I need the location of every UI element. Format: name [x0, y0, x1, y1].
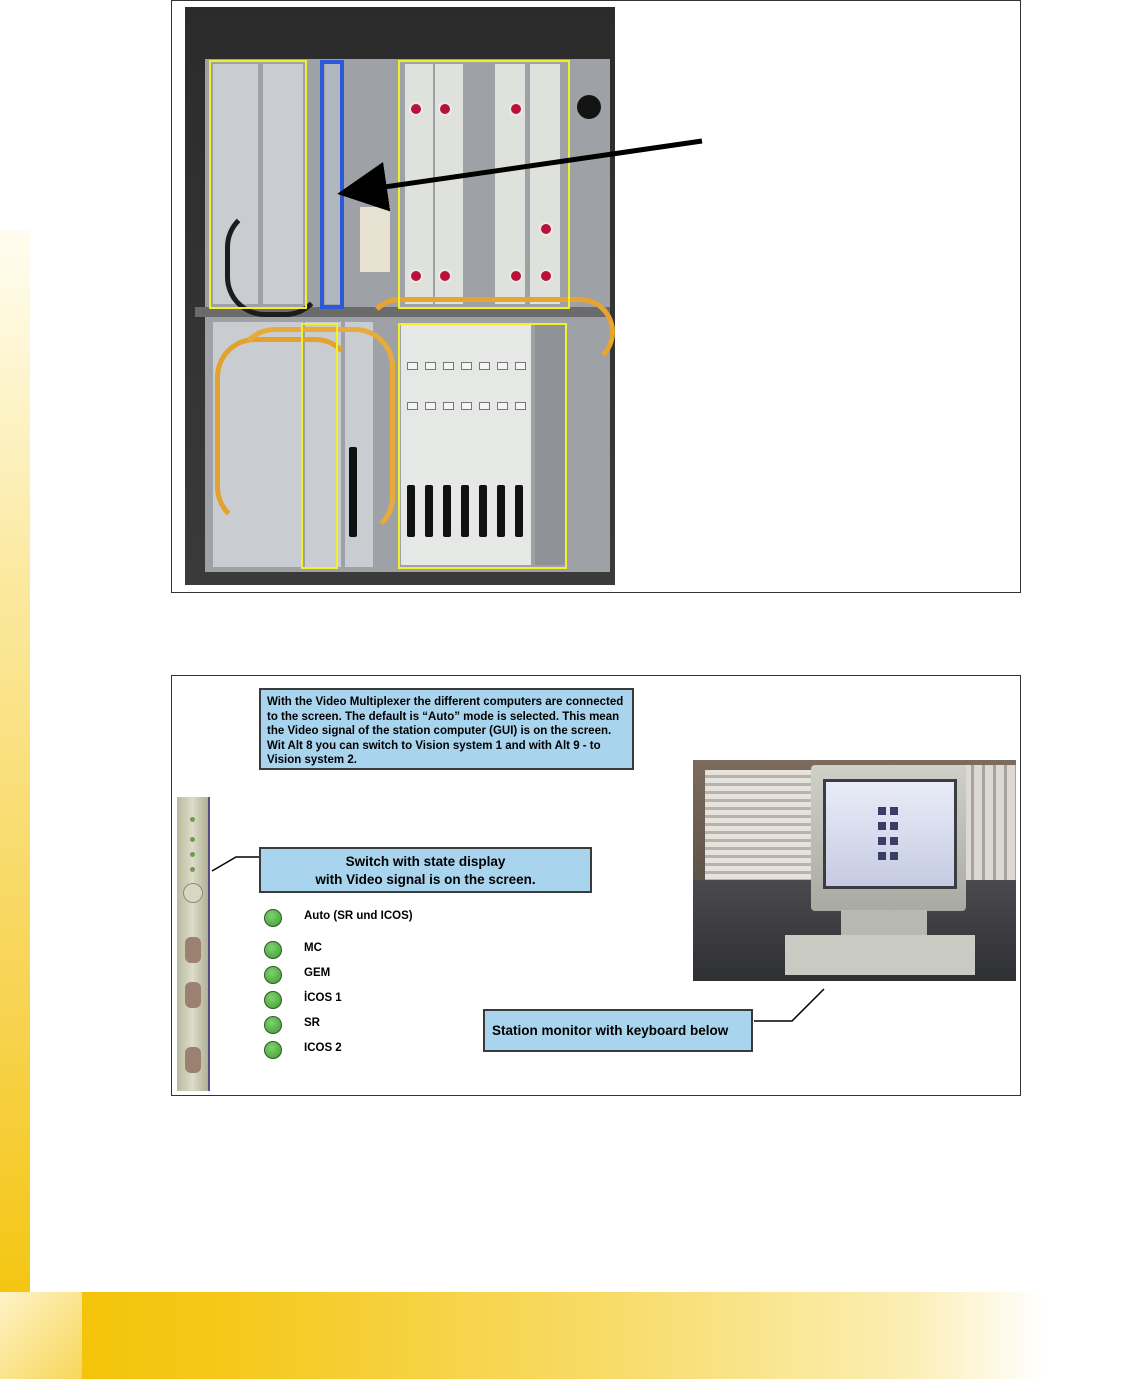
- green-led-icon: [264, 1016, 282, 1034]
- screen-tile: [878, 807, 886, 815]
- multiplexer-description: With the Video Multiplexer the different computers are connected to the screen. The default is “Auto” mode is selected. This mean the Video signal of the station computer (GUI) is on the screen. Wit Alt 8 you can switch to Vision system 1 and with Alt 9 - to Vision system 2.: [259, 688, 634, 770]
- screen-tile: [890, 852, 898, 860]
- side-decor-bar: [0, 230, 30, 1379]
- green-led-icon: [264, 991, 282, 1009]
- screen-tile: [890, 837, 898, 845]
- rack-label-card: [360, 207, 390, 272]
- crt-monitor: [811, 765, 966, 911]
- status-led: [190, 817, 195, 822]
- rack-fan: [577, 95, 601, 119]
- screen-tile: [890, 822, 898, 830]
- green-led-icon: [264, 909, 282, 927]
- green-led-icon: [264, 966, 282, 984]
- keyboard-unit: [785, 935, 975, 975]
- select-knob: [183, 883, 203, 903]
- switch-callout-line2: with Video signal is on the screen.: [315, 872, 536, 887]
- monitor-screen: [823, 779, 957, 889]
- connector-port: [185, 982, 201, 1008]
- monitor-stand: [841, 910, 927, 938]
- screen-tile: [878, 837, 886, 845]
- highlight-box-yellow: [398, 60, 570, 309]
- multiplexer-figure-frame: [171, 675, 1021, 1096]
- status-led: [190, 837, 195, 842]
- highlight-box-blue: [320, 60, 344, 309]
- highlight-box-yellow: [301, 323, 338, 569]
- legend-label: GEM: [304, 967, 331, 979]
- screen-tile: [878, 822, 886, 830]
- window-blinds: [705, 770, 815, 880]
- legend-label: İCOS 1: [304, 992, 342, 1004]
- station-monitor-photo: [693, 760, 1016, 981]
- green-led-icon: [264, 1041, 282, 1059]
- highlight-box-yellow: [209, 60, 307, 309]
- monitor-callout: Station monitor with keyboard below: [483, 1009, 753, 1052]
- legend-label: SR: [304, 1017, 320, 1029]
- legend-label: Auto (SR und ICOS): [304, 910, 413, 922]
- status-led: [190, 852, 195, 857]
- multiplexer-switch-photo: [177, 797, 210, 1091]
- highlight-box-yellow: [398, 323, 567, 569]
- bottom-decor-bar: [0, 1292, 1136, 1379]
- switch-callout-line1: Switch with state display: [345, 854, 506, 869]
- switch-callout: [259, 847, 592, 893]
- connector-port: [185, 1047, 201, 1073]
- status-led: [190, 867, 195, 872]
- rack-photo: [185, 7, 615, 585]
- screen-tile: [878, 852, 886, 860]
- legend-label: ICOS 2: [304, 1042, 342, 1054]
- green-led-icon: [264, 941, 282, 959]
- rack-figure-frame: [171, 0, 1021, 593]
- connector-port: [185, 937, 201, 963]
- screen-tile: [890, 807, 898, 815]
- legend-label: MC: [304, 942, 322, 954]
- bottom-corner-decor: [0, 1292, 82, 1379]
